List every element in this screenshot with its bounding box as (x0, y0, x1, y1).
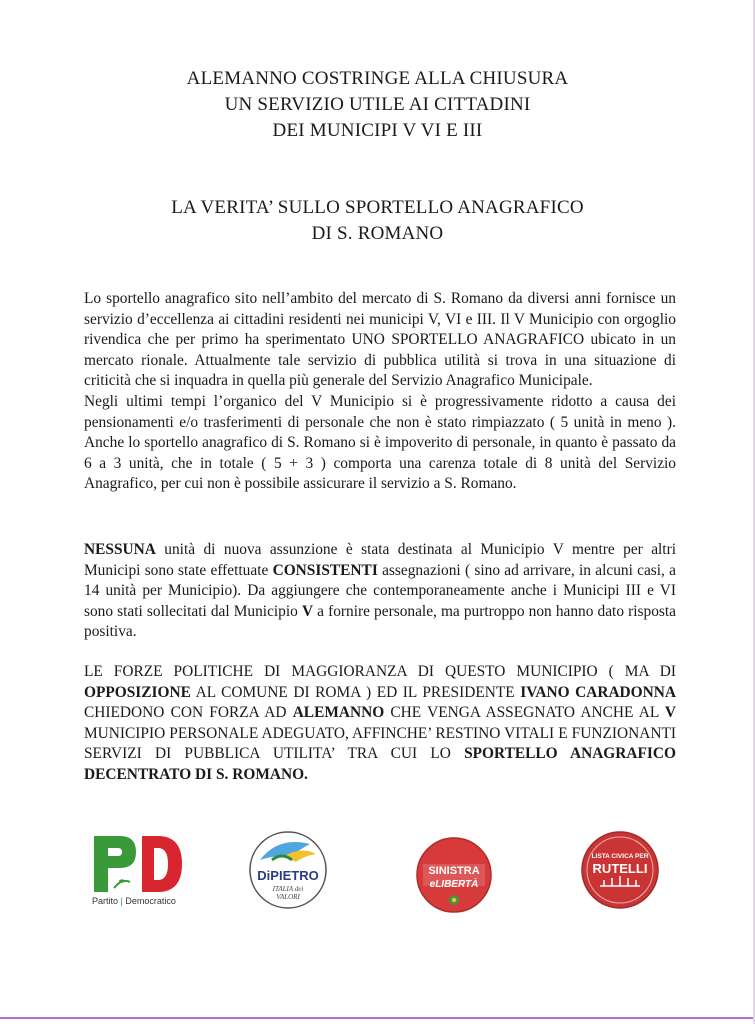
pd-caption: Partito | Democratico (92, 896, 176, 906)
paragraph-intro (84, 289, 676, 495)
rutelli-logo-mark (580, 830, 660, 910)
pd-logo-mark (92, 834, 184, 894)
sel-logo-mark (415, 836, 493, 914)
headline-line: DEI MUNICIPI V VI E III (272, 120, 483, 141)
emphasis: IVANO CARADONNA (520, 683, 676, 701)
headline-line: ALEMANNO COSTRINGE ALLA CHIUSURA (186, 68, 569, 89)
idv-sub1: ITALIA dei (272, 885, 304, 893)
pd-caption-right: Democratico (125, 896, 176, 906)
emphasis: NESSUNA (84, 541, 156, 558)
idv-sub2: VALORI (276, 893, 300, 901)
text-run: MUNICIPIO PERSONALE ADEGUATO, AFFINCHE’ RESTINO VITALI E FUNZIONANTI SERVIZI DI PUBBLICA UTILITA’ TRA CUI LO (84, 724, 676, 763)
text-run: assegnazioni ( sino ad arrivare, in alcuni casi, a 14 unità per Municipio). Da aggiungere che contemporaneamente anche i Municipi III e VI sono stati sollecitati dal Municipio (84, 561, 676, 620)
rutelli-logo (580, 830, 660, 910)
sub-headline (0, 195, 755, 247)
paragraph-demand (84, 662, 676, 786)
pd-logo (92, 834, 184, 910)
emphasis: OPPOSIZIONE (84, 683, 191, 701)
main-headline (0, 66, 755, 144)
idv-logo-mark (248, 830, 328, 910)
headline-line: DI S. ROMANO (311, 223, 444, 244)
emphasis: V (301, 602, 314, 620)
headline-line: LA VERITA’ SULLO SPORTELLO ANAGRAFICO (171, 197, 584, 218)
text-run: CHIEDONO CON FORZA AD (84, 704, 293, 722)
bottom-edge-rule (0, 1017, 755, 1019)
emphasis: V (664, 704, 676, 722)
sel-line1: SINISTRA (428, 865, 480, 877)
headline-line: UN SERVIZIO UTILE AI CITTADINI (224, 94, 531, 115)
rutelli-line2: RUTELLI (592, 861, 648, 876)
paragraph-text (84, 662, 676, 786)
sel-logo (415, 836, 493, 914)
text-run: CHE VENGA ASSEGNATO ANCHE AL (384, 704, 665, 722)
rutelli-line1: LISTA CIVICA PER (591, 853, 649, 860)
text-run: unità di nuova assunzione è stata destinata al Municipio V mentre per altri Municipi sono state effettuate (84, 541, 676, 579)
text-run: AL COMUNE DI ROMA ) ED IL PRESIDENTE (190, 683, 521, 701)
emphasis: ALEMANNO (292, 704, 385, 722)
emphasis: SPORTELLO ANAGRAFICO DECENTRATO DI S. ROMANO. (84, 745, 676, 783)
paragraph-staffing (84, 540, 676, 643)
pd-caption-left: Partito (92, 896, 119, 906)
text-run: LE FORZE POLITICHE DI MAGGIORANZA DI QUESTO MUNICIPIO ( MA DI (84, 663, 676, 680)
idv-name: DiPIETRO (257, 868, 319, 883)
paragraph-text (84, 540, 676, 643)
sel-line2: eLIBERTÀ (429, 879, 479, 890)
paragraph-text: Negli ultimi tempi l’organico del V Municipio si è progressivamente ridotto a causa dei pensionamenti e/o trasferimenti di personale che non è stato rimpiazzato ( 5 unità in meno ). Anche lo sportello anagrafico di S. Romano si è impoverito di personale, in quanto è passato da 6 a 3 unità, che in totale ( 5 + 3 ) comporta una carenza totale di 8 unità del Servizio Anagrafico, per cui non è possibile assicurare il servizio a S. Romano. (84, 392, 676, 493)
paragraph-text: Lo sportello anagrafico sito nell’ambito del mercato di S. Romano da diversi anni fornisce un servizio d’eccellenza ai cittadini residenti nei municipi V, VI e III. Il V Municipio con orgoglio rivendica che per primo ha sperimentato UNO SPORTELLO ANAGRAFICO ubicato in un mercato rionale. Attualmente tale servizio di pubblica utilità si trova in una situazione di criticità che si inquadra in quella più generale del Servizio Anagrafico Municipale. (84, 290, 676, 390)
emphasis: CONSISTENTI (272, 561, 378, 579)
party-logos (0, 826, 755, 926)
text-run: a fornire personale, ma purtroppo non hanno dato risposta positiva. (84, 602, 676, 641)
idv-logo (248, 830, 328, 910)
